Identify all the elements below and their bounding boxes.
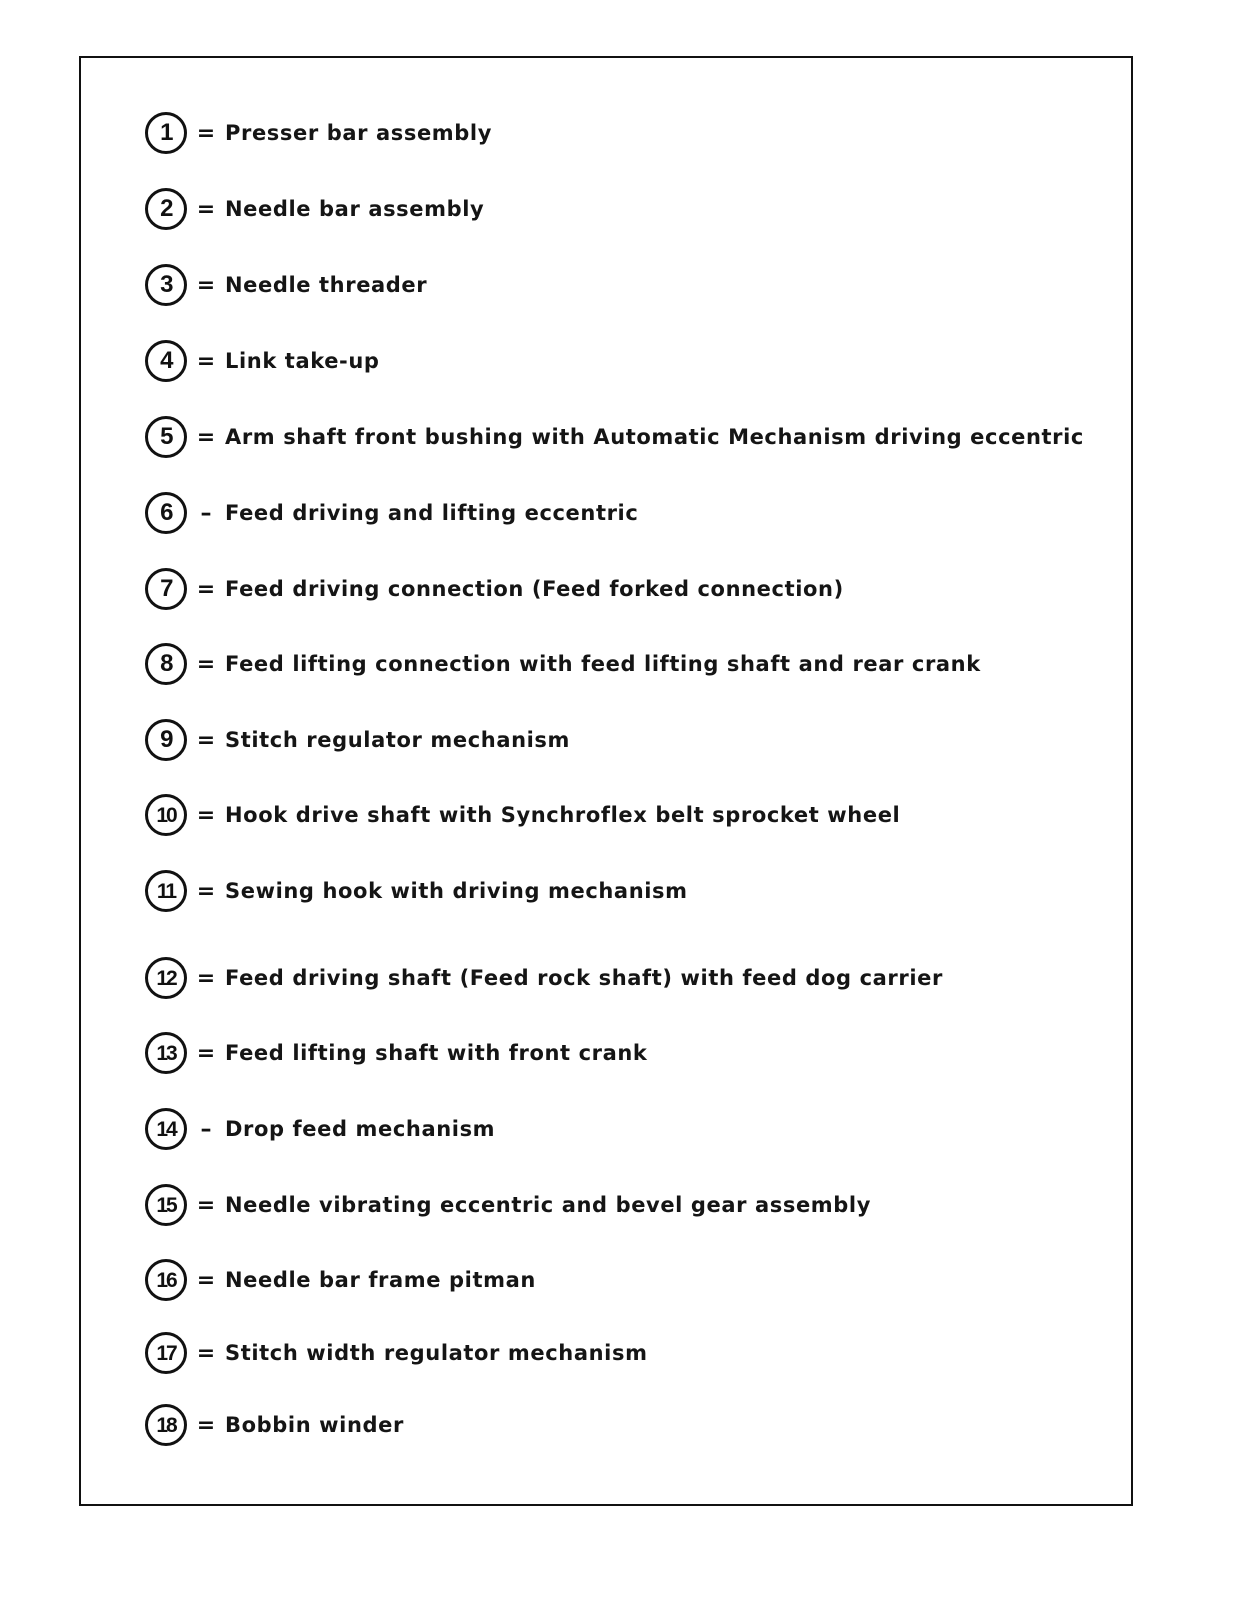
number-circle-13: 13 [145,1032,187,1074]
part-label: Stitch width regulator mechanism [225,1341,648,1365]
legend-item-15 [145,1183,871,1227]
part-label: Needle vibrating eccentric and bevel gear assembly [225,1193,872,1217]
dash-sign: – [200,500,212,526]
part-label: Sewing hook with driving mechanism [225,879,688,903]
number-circle-4: 4 [145,340,187,382]
equals-sign: = [196,1412,216,1438]
number-circle-2: 2 [145,188,187,230]
part-label: Feed driving shaft (Feed rock shaft) with feed dog carrier [225,966,943,990]
part-label: Needle bar assembly [225,197,485,221]
legend-item-17 [145,1331,648,1375]
number-circle-9: 9 [145,719,187,761]
number-circle-1: 1 [145,112,187,154]
number-circle-10: 10 [145,794,187,836]
legend-item-12 [145,956,943,1000]
part-label: Feed driving connection (Feed forked connection) [225,577,844,601]
legend-item-9 [145,718,570,762]
part-label: Arm shaft front bushing with Automatic Mechanism driving eccentric [225,425,1084,449]
part-label: Bobbin winder [225,1413,404,1437]
number-circle-12: 12 [145,957,187,999]
equals-sign: = [196,120,216,146]
legend-item-3 [145,263,427,307]
legend-item-18 [145,1403,404,1447]
number-circle-16: 16 [145,1259,187,1301]
part-label: Hook drive shaft with Synchroflex belt sprocket wheel [225,803,901,827]
part-label: Stitch regulator mechanism [225,728,571,752]
legend-item-4 [145,339,380,383]
equals-sign: = [196,802,216,828]
equals-sign: = [196,196,216,222]
part-label: Feed lifting shaft with front crank [225,1041,648,1065]
equals-sign: = [196,272,216,298]
legend-item-1 [145,111,492,155]
equals-sign: = [196,727,216,753]
part-label: Presser bar assembly [225,121,492,145]
number-circle-18: 18 [145,1404,187,1446]
equals-sign: = [196,424,216,450]
part-label: Feed driving and lifting eccentric [225,501,639,525]
legend-item-16 [145,1258,536,1302]
equals-sign: = [196,1040,216,1066]
legend-item-5 [145,415,1084,459]
equals-sign: = [196,348,216,374]
equals-sign: = [196,651,216,677]
number-circle-14: 14 [145,1108,187,1150]
equals-sign: = [196,1192,216,1218]
equals-sign: = [196,1340,216,1366]
part-label: Needle bar frame pitman [225,1268,536,1292]
number-circle-8: 8 [145,643,187,685]
legend-item-8 [145,642,981,686]
part-label: Drop feed mechanism [225,1117,496,1141]
number-circle-7: 7 [145,568,187,610]
part-label: Needle threader [225,273,428,297]
legend-item-7 [145,567,844,611]
legend-item-6 [145,491,638,535]
legend-item-10 [145,793,900,837]
part-label: Feed lifting connection with feed lifting shaft and rear crank [225,652,981,676]
equals-sign: = [196,576,216,602]
legend-item-14 [145,1107,495,1151]
part-label: Link take-up [225,349,380,373]
number-circle-3: 3 [145,264,187,306]
number-circle-5: 5 [145,416,187,458]
equals-sign: = [196,1267,216,1293]
number-circle-17: 17 [145,1332,187,1374]
number-circle-15: 15 [145,1184,187,1226]
number-circle-6: 6 [145,492,187,534]
equals-sign: = [196,965,216,991]
legend-item-11 [145,869,688,913]
equals-sign: = [196,878,216,904]
number-circle-11: 11 [145,870,187,912]
legend-item-13 [145,1031,648,1075]
dash-sign: – [200,1116,212,1142]
legend-item-2 [145,187,484,231]
